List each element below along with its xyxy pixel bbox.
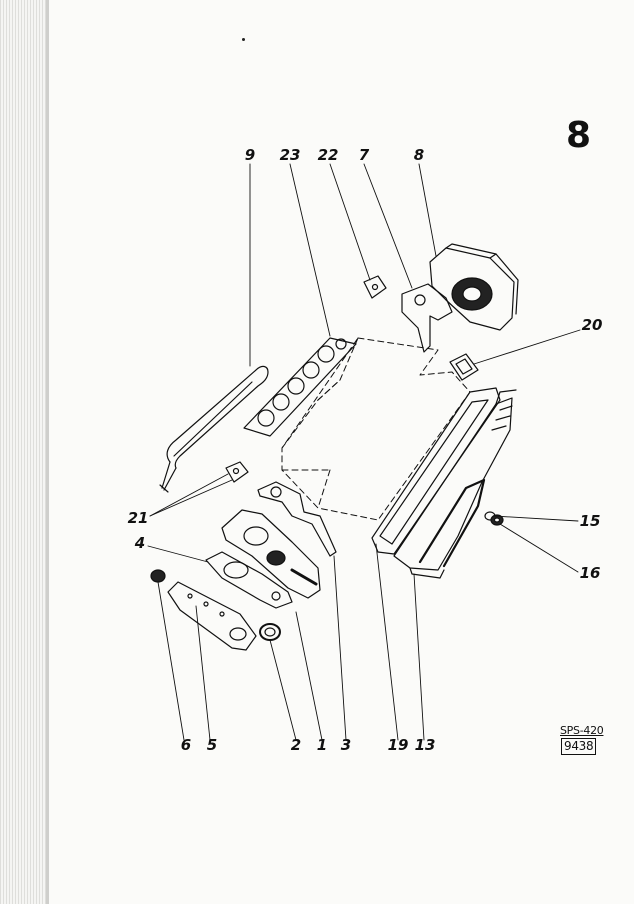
callout-1: 1: [316, 736, 328, 754]
part-15-16-washers: [485, 512, 503, 525]
part-19-pan-gasket: [372, 388, 500, 554]
part-6-plug: [151, 570, 165, 582]
callout-9: 9: [244, 146, 256, 164]
callout-8: 8: [413, 146, 425, 164]
part-20-square-gasket: [450, 354, 478, 380]
callout-23: 23: [279, 146, 301, 164]
engine-block-outline: [282, 338, 470, 520]
callout-20: 20: [581, 316, 603, 334]
part-13-oil-pan: [394, 390, 516, 578]
callout-5: 5: [206, 736, 218, 754]
callout-19: 19: [387, 736, 409, 754]
callout-13: 13: [414, 736, 436, 754]
callout-22: 22: [317, 146, 339, 164]
callout-7: 7: [358, 146, 370, 164]
reference-code: SPS-420: [560, 724, 604, 737]
part-21-small-plate: [226, 462, 248, 482]
part-2-seal-ring: [260, 624, 280, 640]
part-3-gasket: [258, 482, 336, 556]
leader-lines: [148, 164, 580, 740]
page-number: 8: [566, 115, 592, 156]
callout-6: 6: [180, 736, 192, 754]
callout-2: 2: [290, 736, 302, 754]
part-7-gasket: [402, 284, 452, 352]
callout-3: 3: [340, 736, 352, 754]
part-9-long-gasket: [160, 366, 268, 492]
part-1-timing-cover: [222, 510, 320, 598]
callout-16: 16: [579, 564, 601, 582]
reference-number-box: 9438: [561, 738, 596, 755]
part-5-cover-plate: [168, 582, 256, 650]
callout-15: 15: [579, 512, 601, 530]
callout-4: 4: [134, 534, 146, 552]
callout-21: 21: [127, 509, 149, 527]
part-22-small-plate: [364, 276, 386, 298]
